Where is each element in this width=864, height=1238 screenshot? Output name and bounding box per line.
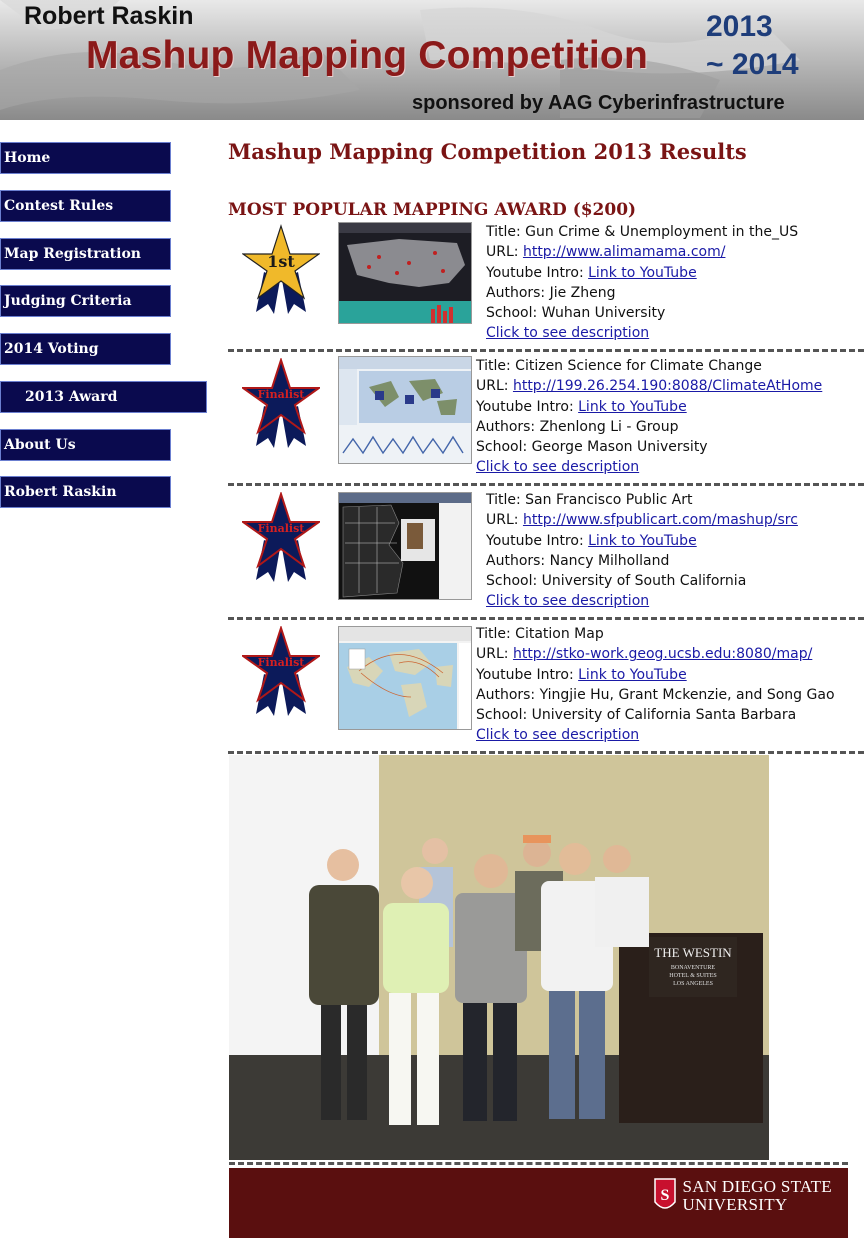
award-entry: [228, 624, 864, 750]
badge-label: Finalist: [257, 656, 305, 669]
entry-title: Title: Citizen Science for Climate Change: [476, 358, 762, 374]
entry-url-link[interactable]: http://www.sfpublicart.com/mashup/src: [522, 512, 798, 529]
finalist-badge: [242, 492, 320, 584]
nav-2014-voting[interactable]: 2014 Voting: [0, 333, 171, 365]
entry-title: Title: Gun Crime & Unemployment in the_US: [486, 224, 799, 240]
entry-info: [476, 624, 835, 746]
entry-url-link[interactable]: http://199.26.254.190:8088/ClimateAtHome: [512, 378, 823, 395]
podium-line-1: BONAVENTURE: [670, 965, 716, 971]
url-label: URL:: [476, 646, 513, 663]
badge-label: Finalist: [257, 522, 305, 535]
banner-title: Mashup Mapping Competition: [86, 34, 648, 77]
podium-brand: THE WESTIN: [654, 945, 732, 960]
sdsu-logo[interactable]: [654, 1178, 832, 1214]
site-banner: [0, 0, 864, 120]
entry-url-link[interactable]: http://stko-work.geog.ucsb.edu:8080/map/: [512, 646, 813, 663]
year-end: ~ 2014: [706, 48, 799, 81]
entry-url-row: [476, 644, 835, 664]
sdsu-line-2: UNIVERSITY: [682, 1195, 788, 1214]
nav-2013-award[interactable]: 2013 Award: [0, 381, 207, 413]
youtube-link[interactable]: Link to YouTube: [588, 264, 697, 281]
entry-school: School: University of South California: [486, 573, 747, 590]
award-entry: [228, 490, 864, 616]
award-entry: [228, 222, 864, 348]
banner-sponsor: sponsored by AAG Cyberinfrastructure: [412, 92, 785, 114]
finalist-badge: [242, 626, 320, 718]
badge-label: Finalist: [257, 388, 305, 401]
entry-title: Title: San Francisco Public Art: [486, 492, 693, 508]
youtube-link[interactable]: Link to YouTube: [578, 666, 687, 683]
podium-line-3: LOS ANGELES: [673, 981, 713, 987]
url-label: URL:: [476, 378, 513, 395]
youtube-label: Youtube Intro:: [476, 666, 579, 683]
map-screenshot: [338, 626, 472, 730]
footer-bar: [229, 1168, 848, 1238]
map-screenshot: [338, 356, 472, 464]
badge-label: 1st: [267, 252, 295, 271]
footer-divider: [229, 1162, 848, 1165]
url-label: URL:: [486, 244, 523, 261]
entry-youtube-row: [486, 263, 798, 283]
entry-divider: [228, 349, 864, 352]
entry-divider: [228, 751, 864, 754]
entry-url-row: [486, 510, 798, 530]
banner-name: Robert Raskin: [24, 2, 194, 30]
map-screenshot: [338, 492, 472, 600]
entry-school: School: Wuhan University: [486, 305, 666, 322]
youtube-label: Youtube Intro:: [476, 398, 579, 415]
youtube-link[interactable]: Link to YouTube: [578, 398, 687, 415]
entry-school: School: George Mason University: [476, 439, 708, 456]
svg-text:S: S: [661, 1187, 670, 1204]
entry-authors: Authors: Zhenlong Li - Group: [476, 418, 679, 435]
award-group-photo: [229, 755, 769, 1160]
description-link[interactable]: Click to see description: [476, 727, 640, 744]
banner-years: [706, 8, 799, 84]
entry-youtube-row: [486, 531, 798, 551]
first-place-badge: [242, 224, 320, 316]
nav-home[interactable]: Home: [0, 142, 171, 174]
entry-divider: [228, 617, 864, 620]
entry-info: [486, 222, 798, 344]
year-start: 2013: [706, 10, 773, 43]
entry-authors: Authors: Jie Zheng: [486, 284, 616, 301]
youtube-label: Youtube Intro:: [486, 532, 589, 549]
entry-divider: [228, 483, 864, 486]
description-link[interactable]: Click to see description: [486, 325, 650, 342]
sdsu-shield-icon: [654, 1178, 676, 1214]
entry-youtube-row: [476, 397, 822, 417]
url-label: URL:: [486, 512, 523, 529]
nav-robert-raskin[interactable]: Robert Raskin: [0, 476, 171, 508]
youtube-label: Youtube Intro:: [486, 264, 589, 281]
map-screenshot: [338, 222, 472, 324]
youtube-link[interactable]: Link to YouTube: [588, 532, 697, 549]
sdsu-line-1: SAN DIEGO STATE: [682, 1177, 832, 1196]
award-entry: [228, 356, 864, 482]
finalist-badge: [242, 358, 320, 450]
page-title: Mashup Mapping Competition 2013 Results: [228, 139, 747, 164]
entry-authors: Authors: Nancy Milholland: [486, 552, 670, 569]
group-photo-image: [229, 755, 769, 1160]
entry-url-link[interactable]: http://www.alimamama.com/: [522, 244, 726, 261]
entry-title: Title: Citation Map: [476, 626, 604, 642]
nav-judging-criteria[interactable]: Judging Criteria: [0, 285, 171, 317]
nav-contest-rules[interactable]: Contest Rules: [0, 190, 171, 222]
description-link[interactable]: Click to see description: [476, 459, 640, 476]
entry-url-row: [476, 376, 822, 396]
nav-map-registration[interactable]: Map Registration: [0, 238, 171, 270]
entry-info: [476, 356, 822, 478]
sdsu-wordmark: [682, 1178, 832, 1214]
entry-authors: Authors: Yingjie Hu, Grant Mckenzie, and Song Gao: [476, 686, 835, 703]
entry-info: [486, 490, 798, 612]
entry-school: School: University of California Santa Barbara: [476, 707, 797, 724]
entry-youtube-row: [476, 665, 835, 685]
podium-line-2: HOTEL & SUITES: [669, 973, 717, 979]
nav-about-us[interactable]: About Us: [0, 429, 171, 461]
description-link[interactable]: Click to see description: [486, 593, 650, 610]
entry-url-row: [486, 242, 798, 262]
award-heading: MOST POPULAR MAPPING AWARD ($200): [228, 200, 637, 220]
